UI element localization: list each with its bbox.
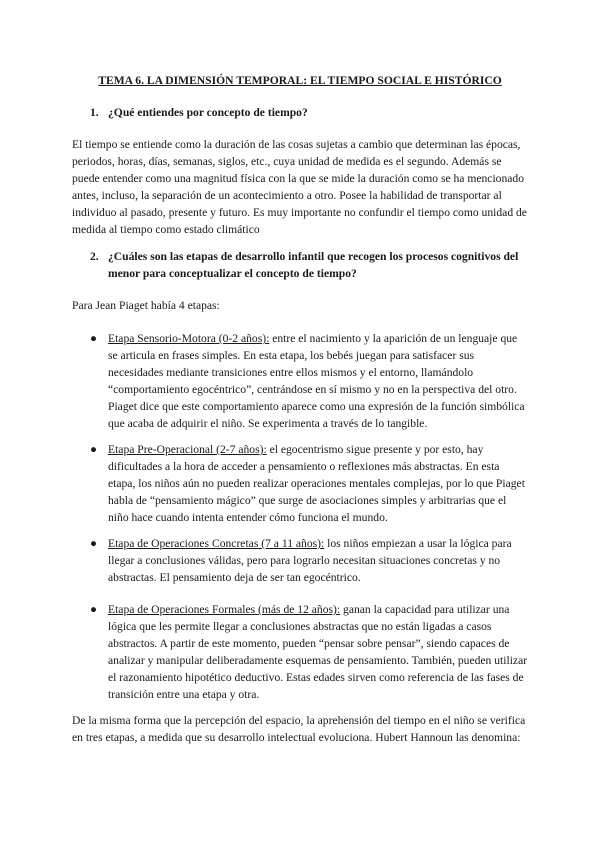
stage-description: los niños empiezan a usar la lógica para llegar a conclusiones válidas, pero para lograrlo necesitan situaciones concretas y no abstractas. El pensamiento deja de ser tan egocéntrico. [108,537,512,584]
bullet-icon: ● [90,332,98,345]
closing-paragraph: De la misma forma que la percepción del espacio, la aprehensión del tiempo en el niño se verifica en tres etapas, a medida que su desarrollo intelectual evoluciona. Hubert Hannoun las denomina: [72,714,526,744]
stage-description: el egocentrismo sigue presente y por esto, hay dificultades a la hora de acceder a pensamiento o reflexiones más abstractas. En esta etapa, los niños aún no pueden realizar operaciones mentales complejas, por lo que Piaget habla de “pensamiento mágico” que surge de asociaciones simples y arbitrarias que el niño hace cuando intenta entender cómo funciona el mundo. [108,443,525,524]
stage-description: entre el nacimiento y la aparición de un lenguaje que se articula en frases simples. En esta etapa, los bebés juegan para satisfacer sus necesidades mediante transiciones entre ellos mismos y el entorno, llamándolo “comportamiento egocéntrico”, centrándose en sí mismo y no en la perspectiva del otro. Piaget dice que este comportamiento aparece como una expresión de la función simbólica que acaba de adquirir el niño. Se experimenta a través de lo tangible. [108,332,525,430]
stage-term: Etapa Sensorio-Motora (0-2 años): [108,332,270,345]
stage-description: ganan la capacidad para utilizar una lógica que les permite llegar a conclusiones abstractas que no están ligadas a casos abstractos. A partir de este momento, pueden “pensar sobre pensar”, siendo capaces de analizar y manipular deliberadamente esquemas de pensamiento. También, pueden utilizar el razonamiento hipotético deductivo. Estas edades sirven como referencia de las fases de transición entre una etapa y otra. [108,603,528,701]
question-2-number: 2. [90,250,99,263]
stage-term: Etapa Pre-Operacional (2-7 años): [108,443,267,456]
stage-item [90,535,528,586]
stage-item [90,441,528,526]
question-2-text: ¿Cuáles son las etapas de desarrollo infantil que recogen los procesos cognitivos del menor para conceptualizar el concepto de tiempo? [108,250,519,280]
bullet-icon: ● [90,537,98,550]
question-2 [90,248,526,282]
answer-1-paragraph: El tiempo se entiende como la duración de las cosas sujetas a cambio que determinan las épocas, periodos, horas, días, semanas, siglos, etc., cuya unidad de medida es el segundo. Además se puede entender como una magnitud física con la que se mide la duración como se ha mencionado antes, incluso, la separación de un acontecimiento a otro. Posee la habilidad de transportar al individuo al pasado, presente y futuro. Es muy importante no confundir el tiempo como unidad de medida al tiempo como estado climático [72,138,527,236]
stage-term: Etapa de Operaciones Formales (más de 12 años): [108,603,341,616]
question-1-text: ¿Qué entiendes por concepto de tiempo? [108,106,308,119]
document-title: TEMA 6. LA DIMENSIÓN TEMPORAL: EL TIEMPO SOCIAL E HISTÓRICO [98,74,502,87]
question-1 [90,104,526,121]
intro-paragraph: Para Jean Piaget había 4 etapas: [72,299,220,312]
bullet-icon: ● [90,603,98,616]
question-1-number: 1. [90,106,99,119]
stage-item [90,601,528,703]
bullet-icon: ● [90,443,98,456]
stage-term: Etapa de Operaciones Concretas (7 a 11 años): [108,537,325,550]
stage-item [90,330,528,432]
